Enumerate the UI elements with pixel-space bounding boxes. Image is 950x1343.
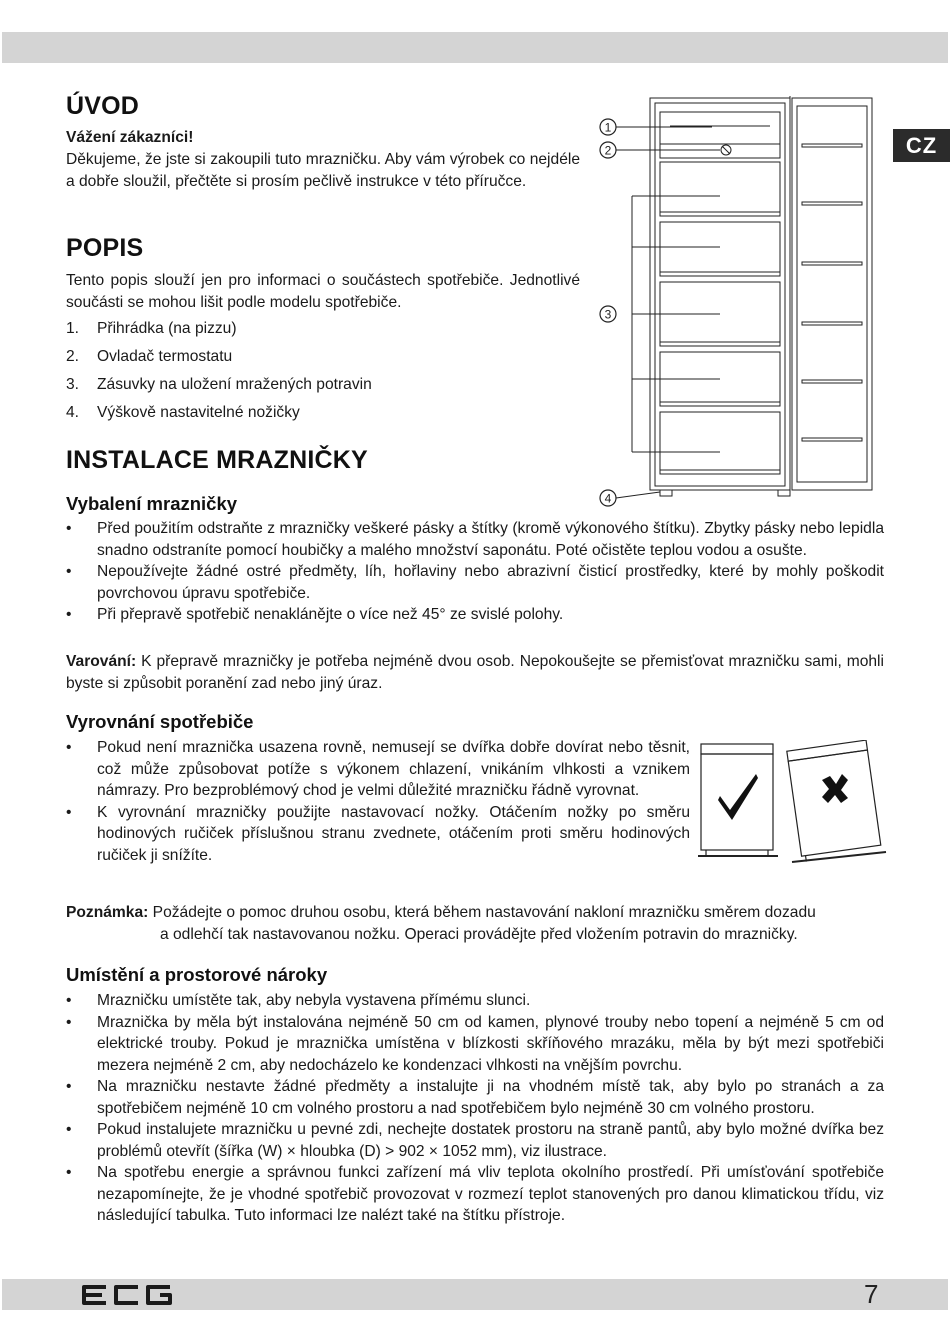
parts-list xyxy=(66,318,372,430)
warning-label: Varování: xyxy=(66,653,137,670)
subsection-title-unpacking: Vybalení mrazničky xyxy=(66,493,238,514)
header-bar xyxy=(2,32,948,63)
description-text: Tento popis slouží jen pro informaci o součástech spotřebiče. Jednotlivé součásti se mohou lišit podle modelu spotřebiče. xyxy=(66,272,580,311)
cross-icon xyxy=(822,774,848,803)
list-item: 1. Přihrádka (na pizzu) xyxy=(66,320,237,337)
section-title-description: POPIS xyxy=(66,234,144,262)
list-item: • Mrazničku umístěte tak, aby nebyla vystavena přímému slunci. xyxy=(66,992,531,1009)
warning-text: K přepravě mrazničky je potřeba nejméně dvou osob. Nepokoušejte se přemisťovat mrazničku sami, mohli byste si způsobit poranění zad nebo jiný úraz. xyxy=(66,653,884,692)
subsection-title-placement: Umístění a prostorové nároky xyxy=(66,964,328,985)
freezer-diagram xyxy=(592,92,892,512)
check-icon xyxy=(718,774,758,820)
note-label: Poznámka: xyxy=(66,904,149,921)
list-item: • Mraznička by měla být instalována nejméně 50 cm od kamen, plynové trouby nebo topení a nejméně 5 cm od elektrické trouby. Pokud je mraznička umístěna v blízkosti skříňového mrazáku, měla by být mezi spotřebiči mezera nejméně 2 cm, aby nedocházelo ke kondenzaci vlhkosti na vnějším povrchu. xyxy=(66,1013,884,1074)
leveling-illustration xyxy=(698,740,888,865)
list-item: • Před použitím odstraňte z mrazničky veškeré pásky a štítky (kromě výkonového štítku). Zbytky pásky nebo lepidla snadno odstraníte pomocí houbičky a malého množství saponátu. Poté očistěte teplou vodou a osušte. xyxy=(66,520,884,559)
list-item: 4. Výškově nastavitelné nožičky xyxy=(66,404,300,421)
callout-3: 3 xyxy=(604,307,612,322)
list-item: • Při přepravě spotřebič nenaklánějte o více než 45° ze svislé polohy. xyxy=(66,606,564,623)
intro-text: Děkujeme, že jste si zakoupili tuto mrazničku. Aby vám výrobek co nejdéle a dobře sloužil, přečtěte si prosím pečlivě instrukce v této příručce. xyxy=(66,151,580,190)
list-item: • Pokud není mraznička usazena rovně, nemusejí se dvířka dobře dovírat nebo těsnit, což může způsobovat potíže s výkonem chlazení, vnikáním vlhkosti a vznikem námrazy. Pro bezproblémový chod je velmi důležité mrazničku řádně vyrovnat. xyxy=(66,739,690,799)
callout-4: 4 xyxy=(604,491,612,506)
placement-list xyxy=(66,990,884,1227)
intro-greeting: Vážení zákazníci! xyxy=(66,129,194,146)
list-item: • Pokud instalujete mrazničku u pevné zdi, nechejte dostatek prostoru na straně pantů, aby bylo možné dvířka bez problémů otevřít (šířka (W) × hloubka (D) > 902 × 1052 mm), viz ilustrace. xyxy=(66,1121,884,1160)
callout-2: 2 xyxy=(604,143,612,158)
language-tab: CZ xyxy=(893,129,950,162)
note-text-line2: a odlehčí tak nastavovanou nožku. Operaci provádějte před vložením potravin do mrazničky. xyxy=(160,926,798,943)
list-item: 3. Zásuvky na uložení mražených potravin xyxy=(66,376,372,393)
warning-paragraph xyxy=(66,651,884,694)
list-item: • Na mrazničku nestavte žádné předměty a instalujte ji na vhodném místě tak, aby bylo po stranách a za spotřebičem nejméně 10 cm volného prostoru a nad spotřebičem bylo nejméně 30 cm volného prostoru. xyxy=(66,1078,884,1117)
list-item: 2. Ovladač termostatu xyxy=(66,348,233,365)
page-number: 7 xyxy=(864,1279,879,1309)
list-item: • Nepoužívejte žádné ostré předměty, líh, hořlaviny nebo abrazivní čisticí prostředky, které by mohly poškodit povrchovou úpravu spotřebiče. xyxy=(66,563,884,602)
leveling-list xyxy=(66,737,690,866)
section-title-installation: INSTALACE MRAZNIČKY xyxy=(66,446,368,474)
list-item: • K vyrovnání mrazničky použijte nastavovací nožky. Otáčením nožky po směru hodinových ručiček příslušnou stranu zvednete, otáčením proti směru hodinových ručiček ji snížíte. xyxy=(66,803,690,864)
callout-1: 1 xyxy=(604,120,612,135)
subsection-title-leveling: Vyrovnání spotřebiče xyxy=(66,711,254,732)
ecg-logo xyxy=(80,1284,174,1306)
section-title-intro: ÚVOD xyxy=(66,92,140,120)
list-item: • Na spotřebu energie a správnou funkci zařízení má vliv teplota okolního prostředí. Při umísťování spotřebiče nezapomínejte, že je vhodné spotřebič provozovat v rozmezí teplot stanovených pro danou klimatickou třídu, viz následující tabulka. Tuto informaci lze nalézt také na štítku přístroje. xyxy=(66,1164,884,1224)
note-text-line1: Požádejte o pomoc druhou osobu, která během nastavování nakloní mrazničku směrem dozadu xyxy=(152,904,816,921)
note-paragraph xyxy=(66,902,884,924)
unpacking-list xyxy=(66,518,884,626)
